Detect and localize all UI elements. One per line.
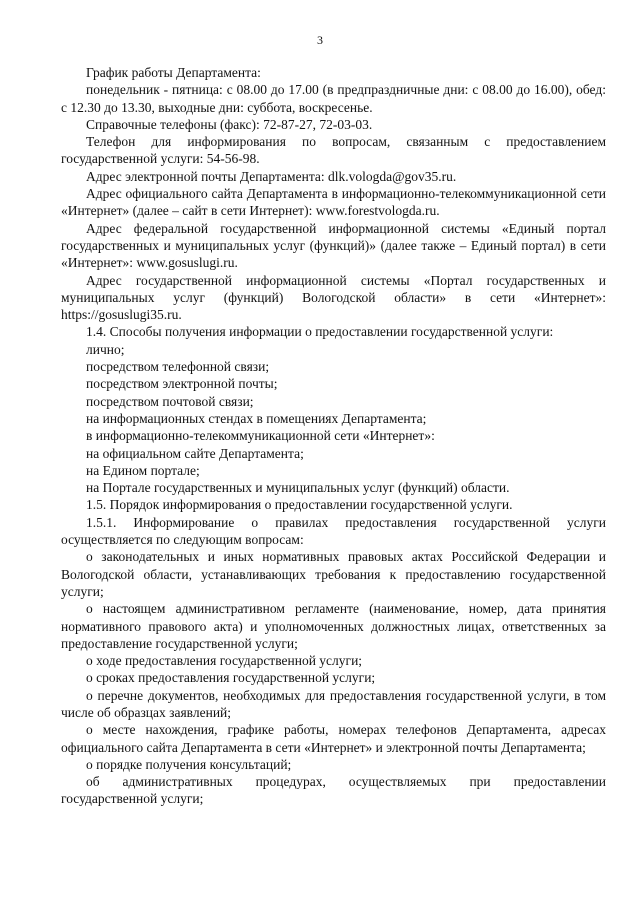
list-item: посредством почтовой связи; <box>86 393 254 409</box>
paragraph: Адрес федеральной государственной информационной системы «Единый портал государственных и муниципальных услуг (функций)» (далее также – Единый портал) в сети «Интернет»: www.gosuslugi.ru. <box>61 220 606 271</box>
list-item: на Портале государственных и муниципальных услуг (функций) области. <box>86 480 510 496</box>
list-item: посредством электронной почты; <box>86 376 278 392</box>
section-heading: 1.4. Способы получения информации о предоставлении государственной услуги: <box>86 324 554 340</box>
paragraph: График работы Департамента: <box>86 65 261 80</box>
list-item: лично; <box>86 341 125 357</box>
list-item: на Едином портале; <box>86 462 200 478</box>
paragraph: Адрес государственной информационной системы «Портал государственных и муниципальных услуг (функций) Вологодской области» в сети «Интернет»: https://gosuslugi35.ru. <box>61 272 606 323</box>
paragraph: Телефон для информирования по вопросам, связанным с предоставлением государственной услуги: 54-56-98. <box>61 134 606 167</box>
list-item: в информационно-телекоммуникационной сети «Интернет»: <box>86 428 435 444</box>
list-item: на официальном сайте Департамента; <box>86 445 304 461</box>
list-item: на информационных стендах в помещениях Департамента; <box>86 410 427 426</box>
list-item: о порядке получения консультаций; <box>86 756 292 772</box>
list-item: об административных процедурах, осуществляемых при предоставлении государственной услуги; <box>61 774 606 807</box>
list-item: о месте нахождения, графике работы, номерах телефонов Департамента, адресах официального сайта Департамента в сети «Интернет» и электронной почты Департамента; <box>61 722 606 755</box>
section-heading: 1.5. Порядок информирования о предоставлении государственной услуги. <box>86 497 513 513</box>
list-item: посредством телефонной связи; <box>86 359 270 375</box>
paragraph: Адрес электронной почты Департамента: dlk.vologda@gov35.ru. <box>86 168 457 184</box>
paragraph: Справочные телефоны (факс): 72-87-27, 72-03-03. <box>86 116 373 132</box>
list-item: о перечне документов, необходимых для предоставления государственной услуги, в том числе об образцах заявлений; <box>61 687 606 720</box>
page-number: 3 <box>317 33 323 47</box>
list-item: о законодательных и иных нормативных правовых актах Российской Федерации и Вологодской области, устанавливающих требования к предоставлению государственной услуги; <box>61 549 606 599</box>
list-item: о ходе предоставления государственной услуги; <box>86 653 363 669</box>
paragraph: 1.5.1. Информирование о правилах предоставления государственной услуги осуществляется по следующим вопросам: <box>61 514 606 548</box>
list-item: о сроках предоставления государственной услуги; <box>86 670 376 686</box>
paragraph: понедельник - пятница: с 08.00 до 17.00 (в предпраздничные дни: с 08.00 до 16.00), обед: с 12.30 до 13.30, выходные дни: суббота, воскресенье. <box>61 82 606 115</box>
document-body <box>61 64 606 808</box>
paragraph: Адрес официального сайта Департамента в информационно-телекоммуникационной сети «Интернет» (далее – сайт в сети Интернет): www.forestvologda.ru. <box>61 186 606 219</box>
list-item: о настоящем административном регламенте (наименование, номер, дата принятия нормативного правового акта) и уполномоченных должностных лицах, ответственных за предоставление государственной услуги; <box>61 601 606 651</box>
